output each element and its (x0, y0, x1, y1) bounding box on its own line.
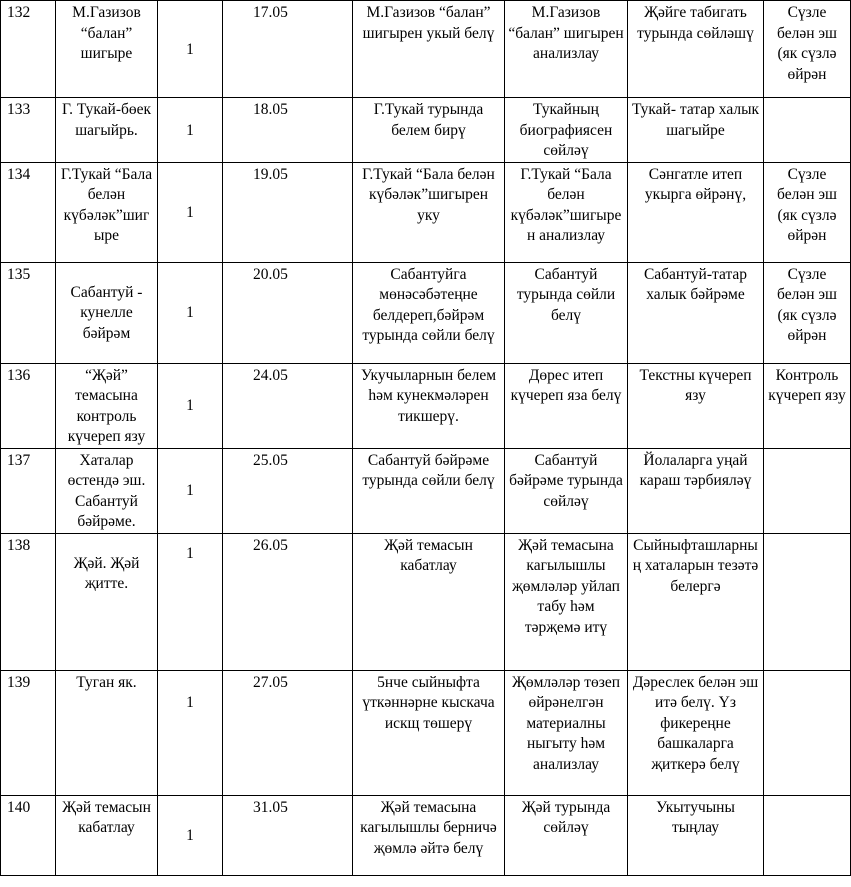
lesson-topic: Җәй темасын кабатлау (56, 795, 158, 875)
lesson-development: Укытучыны тыңлау (628, 795, 764, 875)
lesson-development: Тукай- татар халык шагыйре (628, 98, 764, 163)
table-row (1, 795, 851, 875)
lesson-development: Текстны күчереп язу (628, 363, 764, 448)
lesson-hours: 1 (158, 162, 223, 262)
lesson-date: 18.05 (223, 98, 353, 163)
lesson-assessment: Сүзле белән эш (як сүзлә өйрән (764, 262, 851, 363)
lesson-hours: 1 (158, 670, 223, 795)
lesson-skill: Г.Тукай “Бала белән күбәләк”шигырен анализлау (505, 162, 628, 262)
lesson-skill: Җөмләләр төзеп өйрәнелгән материалны ныгыту һәм анализлау (505, 670, 628, 795)
lesson-assessment (764, 670, 851, 795)
lesson-activity: Сабантуйга мөнәсәбәтеңне белдереп,бәйрәм турында сөйли белү (353, 262, 505, 363)
lesson-number: 133 (1, 98, 56, 163)
lesson-activity: Сабантуй бәйрәме турында сөйли белү (353, 448, 505, 533)
lesson-development: Дәреслек белән эш итә белү. Үз фикереңне башкаларга җиткерә белү (628, 670, 764, 795)
lesson-topic: Җәй. Җәй җитте. (56, 533, 158, 670)
lesson-number: 139 (1, 670, 56, 795)
lesson-assessment (764, 533, 851, 670)
lesson-skill: Җәй темасына кагылышлы җөмләләр уйлап табу һәм тәрҗемә итү (505, 533, 628, 670)
table-row (1, 533, 851, 670)
lesson-skill: Сабантуй турында сөйли белү (505, 262, 628, 363)
lesson-activity: М.Газизов “балан” шигырен укый белү (353, 1, 505, 98)
lesson-date: 31.05 (223, 795, 353, 875)
table-row (1, 262, 851, 363)
lesson-date: 27.05 (223, 670, 353, 795)
lesson-date: 17.05 (223, 1, 353, 98)
lesson-hours: 1 (158, 262, 223, 363)
lesson-development: Сыйныфташларның хаталарын тезәтә белергә (628, 533, 764, 670)
lesson-number: 134 (1, 162, 56, 262)
lesson-skill: Җәй турында сөйләү (505, 795, 628, 875)
lesson-date: 25.05 (223, 448, 353, 533)
lesson-hours: 1 (158, 98, 223, 163)
lesson-number: 136 (1, 363, 56, 448)
lesson-skill: Сабантуй бәйрәме турында сөйләү (505, 448, 628, 533)
lesson-development: Сабантуй-татар халык бәйрәме (628, 262, 764, 363)
lesson-assessment: Контроль күчереп язу (764, 363, 851, 448)
lesson-hours: 1 (158, 1, 223, 98)
table-row (1, 448, 851, 533)
lesson-topic: Г.Тукай “Бала белән күбәләк”шигыре (56, 162, 158, 262)
lesson-assessment: Сүзле белән эш (як сүзлә өйрән (764, 162, 851, 262)
lesson-skill: М.Газизов “балан” шигырен анализлау (505, 1, 628, 98)
table-row (1, 670, 851, 795)
lesson-activity: Җәй темасына кагылышлы берничә җөмлә әйтә белү (353, 795, 505, 875)
lesson-assessment (764, 795, 851, 875)
lesson-skill: Тукайның биографиясен сөйләү (505, 98, 628, 163)
lesson-topic: Хаталар өстендә эш. Сабантуй бәйрәме. (56, 448, 158, 533)
lesson-hours: 1 (158, 448, 223, 533)
lesson-date: 20.05 (223, 262, 353, 363)
lesson-activity: Г.Тукай “Бала белән күбәләк”шигырен уку (353, 162, 505, 262)
lesson-development: Җәйге табигать турында сөйләшү (628, 1, 764, 98)
lesson-number: 135 (1, 262, 56, 363)
lesson-topic: Г. Тукай-бөек шагыйрь. (56, 98, 158, 163)
lesson-topic: Туган як. (56, 670, 158, 795)
lesson-date: 24.05 (223, 363, 353, 448)
table-row (1, 1, 851, 98)
lesson-number: 138 (1, 533, 56, 670)
lesson-number: 132 (1, 1, 56, 98)
lesson-development: Сәнгатле итеп укырга өйрәнү, (628, 162, 764, 262)
table-row (1, 98, 851, 163)
lesson-hours: 1 (158, 533, 223, 670)
lesson-assessment (764, 448, 851, 533)
lesson-development: Йолаларга уңай караш тәрбияләү (628, 448, 764, 533)
lesson-number: 137 (1, 448, 56, 533)
lesson-activity: Г.Тукай турында белем бирү (353, 98, 505, 163)
table-row (1, 162, 851, 262)
lesson-hours: 1 (158, 363, 223, 448)
lesson-date: 26.05 (223, 533, 353, 670)
lesson-date: 19.05 (223, 162, 353, 262)
lesson-skill: Дөрес итеп күчереп яза белү (505, 363, 628, 448)
lesson-topic: М.Газизов “балан” шигыре (56, 1, 158, 98)
lesson-topic: “Җәй” темасына контроль күчереп язу (56, 363, 158, 448)
lesson-activity: Җәй темасын кабатлау (353, 533, 505, 670)
lesson-assessment: Сүзле белән эш (як сүзлә өйрән (764, 1, 851, 98)
lesson-activity: Укучыларнын белем һәм кунекмәләрен тикшерү. (353, 363, 505, 448)
lesson-activity: 5нче сыйныфта үткәннәрне кыскача искщ төшерү (353, 670, 505, 795)
table-row (1, 363, 851, 448)
lesson-hours: 1 (158, 795, 223, 875)
lesson-assessment (764, 98, 851, 163)
lesson-topic: Сабантуй - кунелле бәйрәм (56, 262, 158, 363)
lesson-number: 140 (1, 795, 56, 875)
